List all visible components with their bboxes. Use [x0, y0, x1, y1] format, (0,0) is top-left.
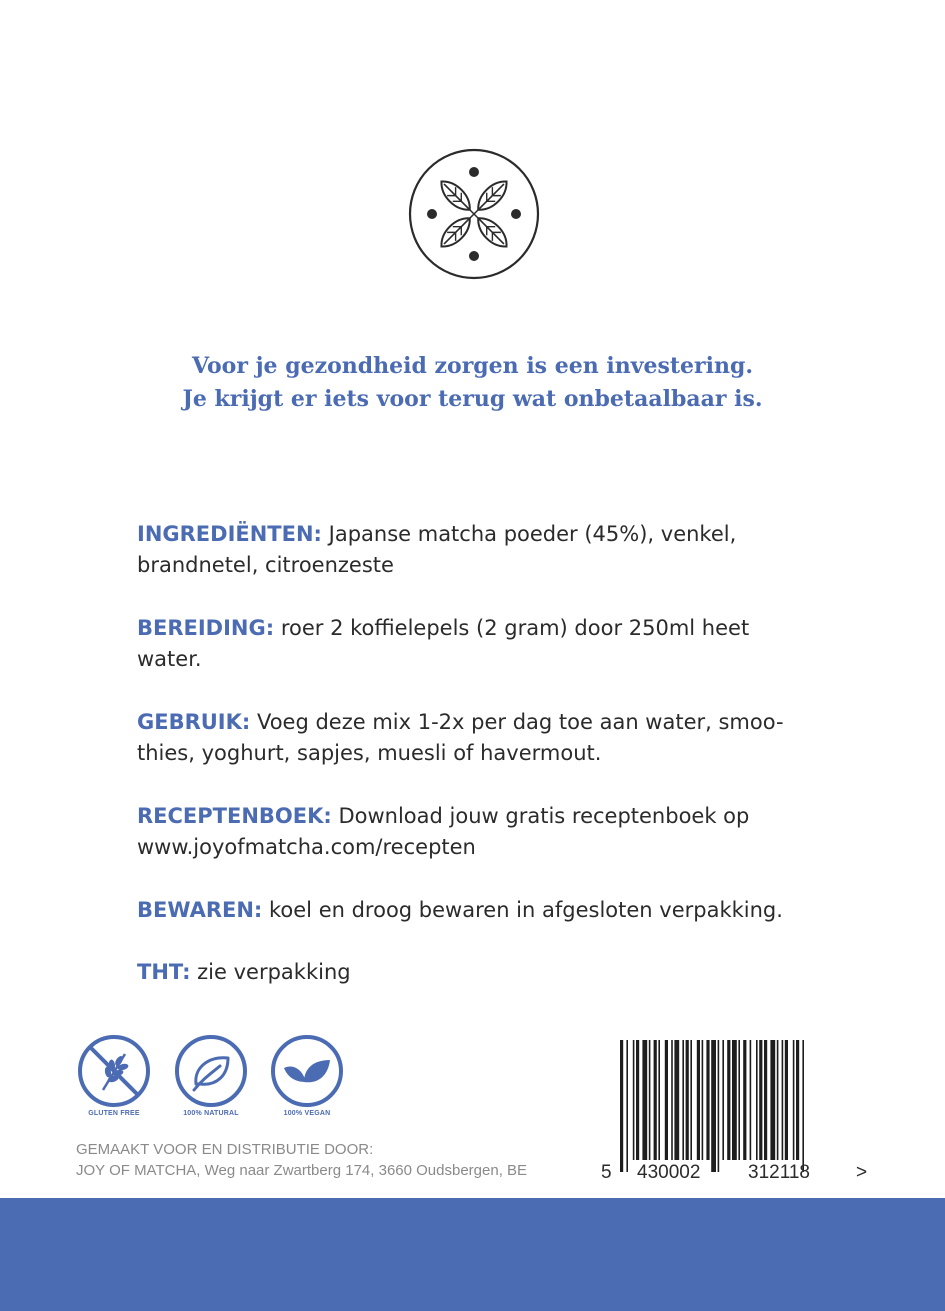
- best-before-label: THT:: [137, 960, 191, 984]
- ingredients-paragraph: [137, 519, 736, 581]
- recipebook-paragraph: [137, 801, 749, 863]
- barcode-bar: [658, 1040, 660, 1160]
- tagline: [0, 350, 945, 416]
- barcode-bar: [697, 1040, 700, 1160]
- barcode-bar: [711, 1040, 716, 1172]
- barcode-bar: [802, 1040, 804, 1172]
- barcode-bar: [636, 1040, 639, 1160]
- barcode-bar: [743, 1040, 746, 1160]
- barcode-bar: [626, 1040, 628, 1172]
- barcode-bar: [796, 1040, 799, 1160]
- barcode-bar: [649, 1040, 651, 1160]
- storage-label: BEWAREN:: [137, 898, 263, 922]
- manufacturer-heading: GEMAAKT VOOR EN DISTRIBUTIE DOOR:: [76, 1141, 374, 1158]
- natural-leaf-icon: [174, 1034, 248, 1108]
- barcode-bar: [770, 1040, 775, 1160]
- barcode-bar: [620, 1040, 623, 1172]
- barcode-bar: [674, 1040, 679, 1160]
- usage-paragraph: [137, 707, 784, 769]
- barcode-bar: [690, 1040, 692, 1160]
- usage-text-2: thies, yoghurt, sapjes, muesli of havermout.: [137, 741, 602, 765]
- barcode-bar: [682, 1040, 684, 1160]
- preparation-text-2: water.: [137, 647, 202, 671]
- barcode-bar: [764, 1040, 767, 1160]
- preparation-label: BEREIDING:: [137, 616, 275, 640]
- barcode-bar: [706, 1040, 709, 1160]
- barcode-bar: [665, 1040, 668, 1160]
- ingredients-label: INGREDIËNTEN:: [137, 522, 322, 546]
- recipebook-text: Download jouw gratis receptenboek op: [331, 804, 750, 828]
- barcode-bar: [782, 1040, 784, 1160]
- tagline-line-1: Voor je gezondheid zorgen is een investering.: [191, 353, 754, 379]
- natural-caption: 100% NATURAL: [183, 1110, 239, 1117]
- barcode-bar: [654, 1040, 657, 1160]
- barcode-bar: [785, 1040, 788, 1160]
- usage-text: Voeg deze mix 1-2x per dag toe aan water, smoo-: [250, 710, 784, 734]
- barcode-bar: [756, 1040, 758, 1160]
- barcode-bar: [718, 1040, 720, 1172]
- barcode-bar: [738, 1040, 740, 1160]
- barcode-bar: [686, 1040, 689, 1160]
- best-before-text: zie verpakking: [190, 960, 351, 984]
- manufacturer-info: [76, 1139, 527, 1181]
- gluten-free-caption: GLUTEN FREE: [88, 1110, 140, 1117]
- storage-text: koel en droog bewaren in afgesloten verpakking.: [262, 898, 783, 922]
- barcode-bar: [732, 1040, 737, 1160]
- barcode-right-digits: 312118: [748, 1162, 810, 1183]
- barcode-marker: >: [856, 1162, 868, 1183]
- usage-label: GEBRUIK:: [137, 710, 251, 734]
- manufacturer-address: JOY OF MATCHA, Weg naar Zwartberg 174, 3660 Oudsbergen, BE: [76, 1162, 528, 1179]
- barcode-bar: [702, 1040, 704, 1160]
- barcode-bar: [759, 1040, 762, 1160]
- recipebook-label: RECEPTENBOEK:: [137, 804, 332, 828]
- gluten-free-badge: [76, 1034, 152, 1117]
- storage-paragraph: [137, 895, 783, 926]
- recipebook-url: www.joyofmatcha.com/recepten: [137, 835, 476, 859]
- ingredients-text-2: brandnetel, citroenzeste: [137, 553, 394, 577]
- barcode-bar: [793, 1040, 795, 1160]
- vegan-leaf-icon: [270, 1034, 344, 1108]
- barcode-left-digits: 430002: [637, 1162, 701, 1183]
- vegan-caption: 100% VEGAN: [283, 1110, 331, 1117]
- barcode-bar: [777, 1040, 779, 1160]
- barcode-bar: [722, 1040, 724, 1160]
- tagline-line-2: Je krijgt er iets voor terug wat onbetaalbaar is.: [182, 386, 763, 412]
- natural-badge: [173, 1034, 249, 1117]
- barcode-bars: [620, 1040, 804, 1172]
- ingredients-text: Japanse matcha poeder (45%), venkel,: [321, 522, 737, 546]
- gluten-free-icon: [77, 1034, 151, 1108]
- barcode-bar: [642, 1040, 647, 1160]
- vegan-badge: [269, 1034, 345, 1117]
- barcode-bar: [671, 1040, 673, 1160]
- preparation-paragraph: [137, 613, 749, 675]
- leaf-circle-logo-icon: [408, 148, 540, 280]
- best-before-paragraph: [137, 957, 351, 988]
- barcode: [598, 1040, 873, 1185]
- barcode-first-digit: 5: [601, 1162, 612, 1183]
- footer-band: [0, 1198, 945, 1311]
- barcode-bar: [727, 1040, 730, 1160]
- barcode-bar: [633, 1040, 635, 1160]
- preparation-text: roer 2 koffielepels (2 gram) door 250ml heet: [274, 616, 750, 640]
- barcode-bar: [750, 1040, 752, 1160]
